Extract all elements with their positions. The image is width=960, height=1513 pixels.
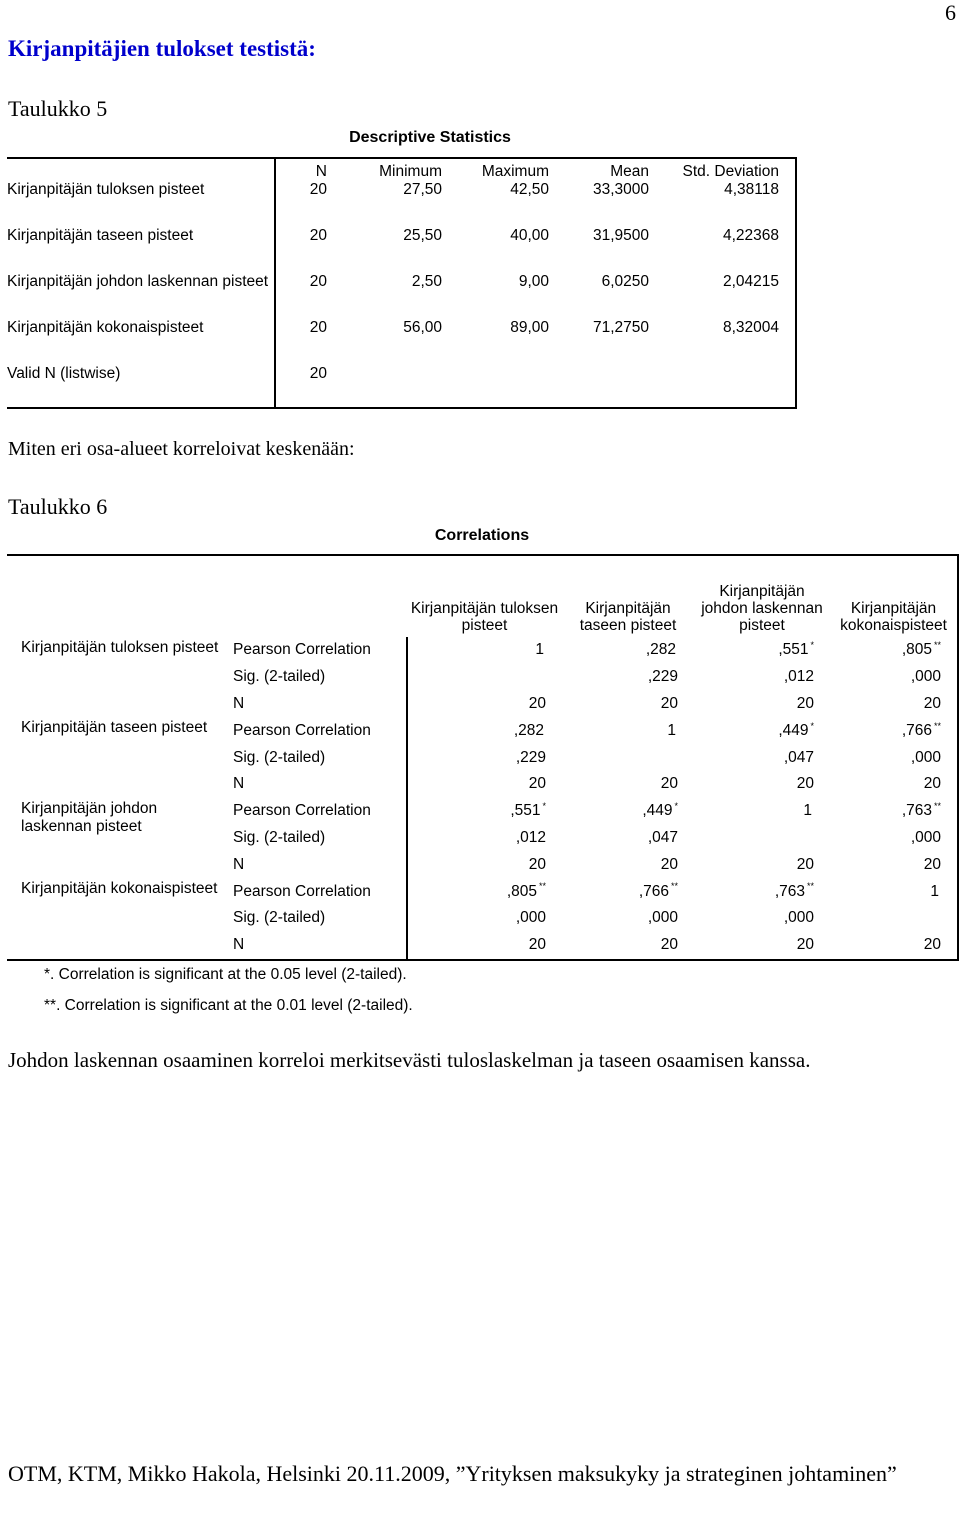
cell-value: ,805 <box>506 882 537 900</box>
cell-n: 20 <box>923 936 941 954</box>
cell-n: 20 <box>923 775 941 793</box>
row-label: Kirjanpitäjän kokonaispisteet <box>21 880 218 898</box>
row-label: Kirjanpitäjän johdon laskennan pisteet <box>21 799 158 835</box>
significance-marker: * <box>810 640 814 651</box>
cell-sig: ,000 <box>910 748 941 766</box>
cell-std-deviation: 4,22368 <box>722 227 779 244</box>
footnote-significance-001: **. Correlation is significant at the 0.01 level (2-tailed). <box>44 997 413 1014</box>
descriptive-col-header: Std. Deviation <box>682 163 779 180</box>
cell-std-deviation: 2,04215 <box>722 273 779 290</box>
cell-sig: ,000 <box>407 905 562 932</box>
cell-value: ,449 <box>778 721 809 739</box>
cell-n: 20 <box>660 694 678 712</box>
significance-marker: ** <box>933 720 941 731</box>
cell-maximum: 89,00 <box>510 319 549 336</box>
significance-marker: ** <box>933 801 941 812</box>
row-label: Kirjanpitäjän tuloksen pisteet <box>7 181 205 198</box>
cell-n: 20 <box>660 775 678 793</box>
cell-pearson <box>830 798 958 825</box>
stat-label: Sig. (2-tailed) <box>233 828 326 846</box>
descriptive-col-header: Mean <box>610 163 649 180</box>
stat-label: Sig. (2-tailed) <box>233 909 326 927</box>
cell-sig <box>407 664 562 691</box>
cell-value: ,282 <box>645 641 676 659</box>
cell-value: ,763 <box>774 882 805 900</box>
cell-sig <box>830 905 958 932</box>
cell-value: ,551 <box>778 641 809 659</box>
cell-value: ,449 <box>642 802 673 820</box>
descriptive-statistics-title: Descriptive Statistics <box>349 129 511 146</box>
cell-sig: ,000 <box>910 668 941 686</box>
descriptive-col-header: N <box>275 158 343 181</box>
table-row <box>7 273 796 319</box>
stat-label: N <box>233 694 245 712</box>
descriptive-statistics-table <box>7 157 797 409</box>
cell-pearson <box>694 878 830 905</box>
cell-pearson <box>407 717 562 744</box>
cell-std-deviation: 4,38118 <box>724 181 779 198</box>
significance-marker: ** <box>538 881 546 892</box>
stat-label: Sig. (2-tailed) <box>233 668 326 686</box>
cell-sig: ,012 <box>783 668 814 686</box>
stat-label: Pearson Correlation <box>233 641 371 659</box>
cell-n: 20 <box>407 691 562 718</box>
cell-n: 20 <box>407 771 562 798</box>
stat-label: Pearson Correlation <box>233 802 371 820</box>
cell-n: 20 <box>660 936 678 954</box>
cell-pearson <box>562 637 694 664</box>
cell-mean: 71,2750 <box>592 319 649 336</box>
cell-pearson <box>407 637 562 664</box>
descriptive-header-row <box>7 158 796 181</box>
cell-value: ,551 <box>510 802 541 820</box>
correlations-title: Correlations <box>434 527 530 544</box>
cell-pearson <box>562 878 694 905</box>
stat-label: N <box>233 775 245 793</box>
correlations-col-header: Kirjanpitäjän tuloksen pisteet <box>410 600 559 634</box>
table-row <box>7 181 796 227</box>
cell-value: ,766 <box>638 882 669 900</box>
table-row <box>7 637 958 664</box>
cell-n: 20 <box>796 855 814 873</box>
cell-n: 20 <box>275 319 343 365</box>
cell-minimum: 56,00 <box>403 319 442 336</box>
cell-sig: ,047 <box>647 828 678 846</box>
cell-n: 20 <box>796 694 814 712</box>
cell-n: 20 <box>660 855 678 873</box>
cell-pearson <box>407 878 562 905</box>
correlations-body <box>7 637 958 960</box>
page-heading: Kirjanpitäjien tulokset testistä: <box>8 36 316 61</box>
conclusion-text: Johdon laskennan osaaminen korreloi merkitsevästi tuloslaskelman ja taseen osaamisen kanssa. <box>8 1048 811 1072</box>
cell-minimum: 25,50 <box>403 227 442 244</box>
stat-label: Pearson Correlation <box>233 721 371 739</box>
cell-sig: ,012 <box>407 825 562 852</box>
table-row <box>7 227 796 273</box>
table-5-label: Taulukko 5 <box>8 96 108 121</box>
cell-pearson <box>562 717 694 744</box>
descriptive-col-header: Maximum <box>481 163 549 180</box>
cell-maximum: 40,00 <box>510 227 549 244</box>
cell-value: ,282 <box>513 721 544 739</box>
descriptive-col-header: Minimum <box>379 163 442 180</box>
cell-n: 20 <box>275 227 343 273</box>
cell-n: 20 <box>407 851 562 878</box>
descriptive-header-blank <box>7 158 275 181</box>
significance-marker: * <box>542 801 546 812</box>
cell-minimum: 2,50 <box>411 273 442 290</box>
cell-value: 1 <box>930 882 939 900</box>
cell-pearson <box>694 798 830 825</box>
cell-pearson <box>694 637 830 664</box>
cell-sig: ,229 <box>407 744 562 771</box>
cell-value: ,766 <box>901 721 932 739</box>
cell-sig <box>694 825 830 852</box>
cell-sig: ,047 <box>783 748 814 766</box>
significance-marker: ** <box>933 640 941 651</box>
correlations-col-header: Kirjanpitäjän taseen pisteet <box>579 600 677 634</box>
cell-n: 20 <box>275 273 343 319</box>
cell-std-deviation: 8,32004 <box>722 319 779 336</box>
table-row <box>7 717 958 744</box>
cell-n: 20 <box>796 775 814 793</box>
cell-sig: ,229 <box>647 668 678 686</box>
cell-pearson <box>830 717 958 744</box>
row-label: Kirjanpitäjän taseen pisteet <box>7 227 194 244</box>
cell-value: 1 <box>535 641 544 659</box>
cell-mean: 33,3000 <box>592 181 649 198</box>
row-label: Kirjanpitäjän tuloksen pisteet <box>21 639 219 656</box>
table-row <box>7 319 796 365</box>
cell-n: 20 <box>923 855 941 873</box>
significance-marker: ** <box>806 881 814 892</box>
section-intro-text: Miten eri osa-alueet korreloivat keskenään: <box>8 438 355 460</box>
row-label: Kirjanpitäjän taseen pisteet <box>21 719 208 737</box>
stat-label: Pearson Correlation <box>233 882 371 900</box>
cell-pearson <box>694 717 830 744</box>
footnote-significance-005: *. Correlation is significant at the 0.05 level (2-tailed). <box>44 966 407 983</box>
cell-n: 20 <box>923 694 941 712</box>
row-label: Kirjanpitäjän kokonaispisteet <box>7 319 204 336</box>
cell-n: 20 <box>275 365 343 408</box>
cell-pearson <box>830 637 958 664</box>
correlations-col-header: Kirjanpitäjän kokonaispisteet <box>840 600 947 634</box>
cell-value: 1 <box>667 721 676 739</box>
cell-sig: ,000 <box>783 909 814 927</box>
cell-value: 1 <box>803 802 812 820</box>
table-row-valid-n <box>7 365 796 408</box>
cell-pearson <box>407 798 562 825</box>
row-label: Valid N (listwise) <box>7 365 121 382</box>
cell-n: 20 <box>796 936 814 954</box>
page-footer: OTM, KTM, Mikko Hakola, Helsinki 20.11.2009, ”Yrityksen maksukyky ja strateginen johtaminen” <box>8 1461 897 1486</box>
cell-value: ,805 <box>901 641 932 659</box>
table-row <box>7 878 958 905</box>
cell-minimum: 27,50 <box>403 181 442 198</box>
row-label: Kirjanpitäjän johdon laskennan pisteet <box>7 273 269 290</box>
cell-mean: 6,0250 <box>601 273 649 290</box>
cell-sig: ,000 <box>647 909 678 927</box>
significance-marker: * <box>810 720 814 731</box>
stat-label: Sig. (2-tailed) <box>233 748 326 766</box>
table-row <box>7 798 958 825</box>
table-6-label: Taulukko 6 <box>8 494 108 519</box>
cell-pearson <box>562 798 694 825</box>
cell-mean: 31,9500 <box>592 227 649 244</box>
cell-maximum: 9,00 <box>518 273 549 290</box>
cell-pearson <box>830 878 958 905</box>
significance-marker: ** <box>670 881 678 892</box>
correlations-header-row <box>7 555 958 637</box>
stat-label: N <box>233 855 245 873</box>
cell-n: 20 <box>407 932 562 960</box>
cell-maximum: 42,50 <box>510 181 549 198</box>
correlations-table <box>7 554 959 961</box>
significance-marker: * <box>674 801 678 812</box>
page-number: 6 <box>945 0 956 25</box>
correlations-col-header: Kirjanpitäjän johdon laskennan pisteet <box>701 583 823 634</box>
cell-n: 20 <box>275 181 343 227</box>
stat-label: N <box>233 936 245 954</box>
cell-value: ,763 <box>901 802 932 820</box>
cell-sig: ,000 <box>910 828 941 846</box>
cell-sig <box>562 744 694 771</box>
